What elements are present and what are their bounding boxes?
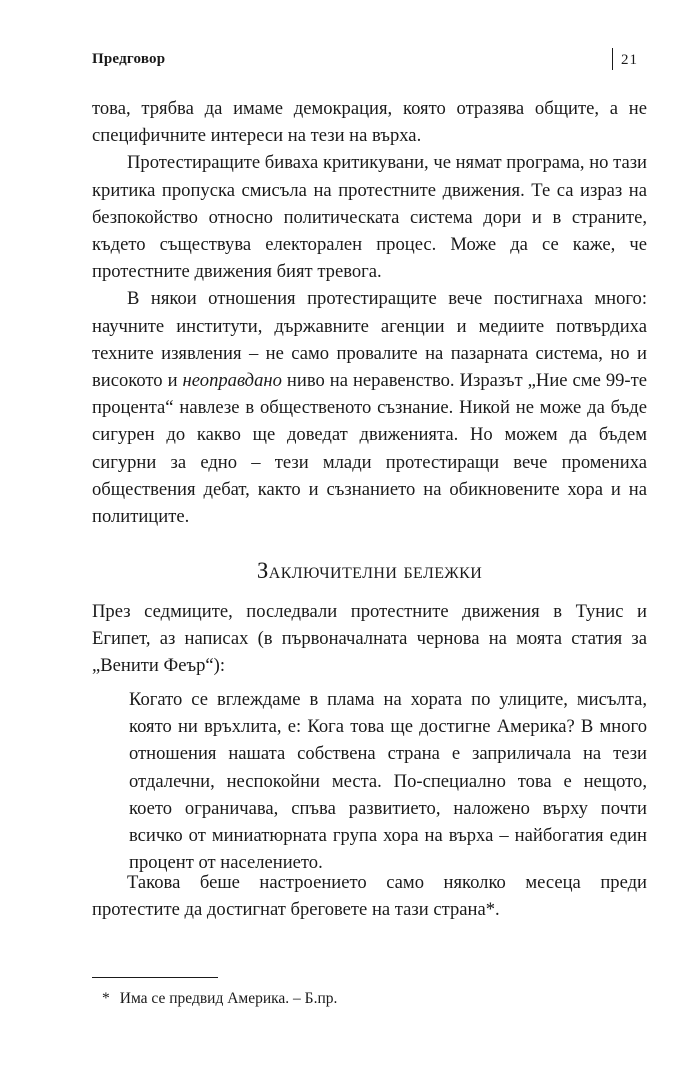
- body-text: [92, 95, 647, 530]
- paragraph-achievements-part2: ниво на неравенство. Изразът „Ние сме 99-те процента“ навлезе в общественото съзнание. Никой не може да бъде сигурен до какво ще доведат движенията. Но можем да бъдем сигурни за едно – тези млади протестиращи вече промениха обществения дебат, както и съзнанието на обикновените хора и на политиците.: [92, 370, 647, 528]
- footnote-mark: *: [102, 990, 110, 1007]
- intro-text: [92, 598, 647, 680]
- paragraph-continued: това, трябва да имаме демокрация, която отразява общите, а не специфичните интереси на тези на върха.: [92, 98, 647, 147]
- section-heading: Заключителни бележки: [256, 558, 483, 583]
- block-quote: [129, 686, 647, 876]
- intro-paragraph: През седмиците, последвали протестните движения в Тунис и Египет, аз написах (в първоначалната чернова на моята статия за „Венити Феър“):: [92, 601, 647, 677]
- paragraph-achievements-part1: В някои отношения протестиращите вече постигнаха много: научните институти, държавните агенции и медиите потвърдиха техните изявления – не само провалите на пазарната система, но и високото и: [92, 288, 647, 392]
- emphasis-unjustified: неоправдано: [182, 370, 282, 392]
- footnote: [102, 989, 647, 1009]
- running-head: [92, 50, 652, 70]
- paragraph-achievements: [92, 285, 647, 530]
- paragraph-protesters-criticized: Протестиращите биваха критикувани, че нямат програма, но тази критика пропуска смисъла на протестните движения. Те са израз на безпокойство относно политическата система дори и в страните, където съществува електорален процес. Може да се каже, че протестните движения бият тревога.: [92, 152, 647, 283]
- closing-paragraph: Такова беше настроението само няколко месеца преди протестите да достигнат бреговете на тази страна*.: [92, 872, 647, 921]
- running-head-section: Предговор: [92, 51, 166, 67]
- closing-text: [92, 869, 647, 923]
- running-head-separator: [612, 48, 613, 70]
- quote-paragraph: Когато се вглеждаме в плама на хората по улиците, мисълта, която ни връхлита, е: Кога това ще достигне Америка? В много отношения нашата собствена страна е заприличала на тези отдалечни, неспокойни места. По-специално това е нещото, което ограничава, спъва развитието, наложено върху почти всичко от миниатюрната група хора на върха – найбогатия един процент от населението.: [129, 689, 647, 874]
- page-number: 21: [621, 52, 638, 68]
- footnote-text: Има се предвид Америка. – Б.пр.: [119, 990, 338, 1007]
- footnote-rule: [92, 977, 218, 978]
